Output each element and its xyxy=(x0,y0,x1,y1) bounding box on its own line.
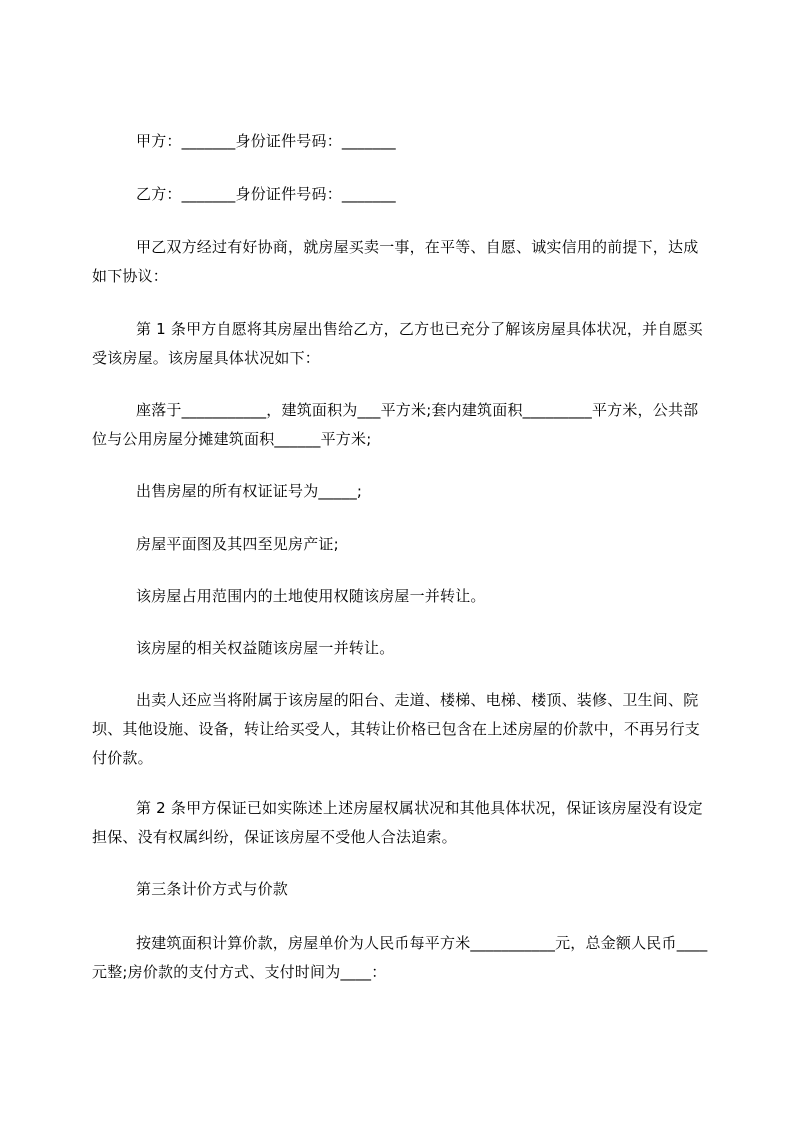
party-a-line: 甲方：_______身份证件号码：_______ xyxy=(136,132,396,150)
article-3-heading: 第三条计价方式与价款 xyxy=(136,880,289,898)
article-2-paragraph: 第 2 条甲方保证已如实陈述上述房屋权属状况和其他具体状况，保证该房屋没有设定担保、没有权属纠纷，保证该房屋不受他人合法追索。 xyxy=(92,799,703,846)
land-use-paragraph: 该房屋占用范围内的土地使用权随该房屋一并转让。 xyxy=(136,587,486,605)
article-1-paragraph: 第 1 条甲方自愿将其房屋出售给乙方，乙方也已充分了解该房屋具体状况，并自愿买受该房屋。该房屋具体状况如下： xyxy=(92,320,703,367)
preamble-paragraph: 甲乙双方经过有好协商，就房屋买卖一事，在平等、自愿、诚实信用的前提下，达成如下协议： xyxy=(92,238,699,285)
price-paragraph: 按建筑面积计算价款，房屋单价为人民币每平方米___________元，总金额人民币____元整;房价款的支付方式、支付时间为____： xyxy=(92,934,708,981)
ownership-certificate-paragraph: 出售房屋的所有权证证号为_____; xyxy=(136,482,363,500)
related-rights-paragraph: 该房屋的相关权益随该房屋一并转让。 xyxy=(136,639,395,657)
floor-plan-paragraph: 房屋平面图及其四至见房产证; xyxy=(136,535,339,553)
attachments-paragraph: 出卖人还应当将附属于该房屋的阳台、走道、楼梯、电梯、楼顶、装修、卫生间、院坝、其他设施、设备，转让给买受人，其转让价格已包含在上述房屋的价款中，不再另行支付价款。 xyxy=(92,691,701,767)
party-b-line: 乙方：_______身份证件号码：_______ xyxy=(136,185,396,203)
property-area-paragraph: 座落于___________，建筑面积为___平方米;套内建筑面积_________平方米，公共部位与公用房屋分摊建筑面积______平方米; xyxy=(92,401,699,448)
